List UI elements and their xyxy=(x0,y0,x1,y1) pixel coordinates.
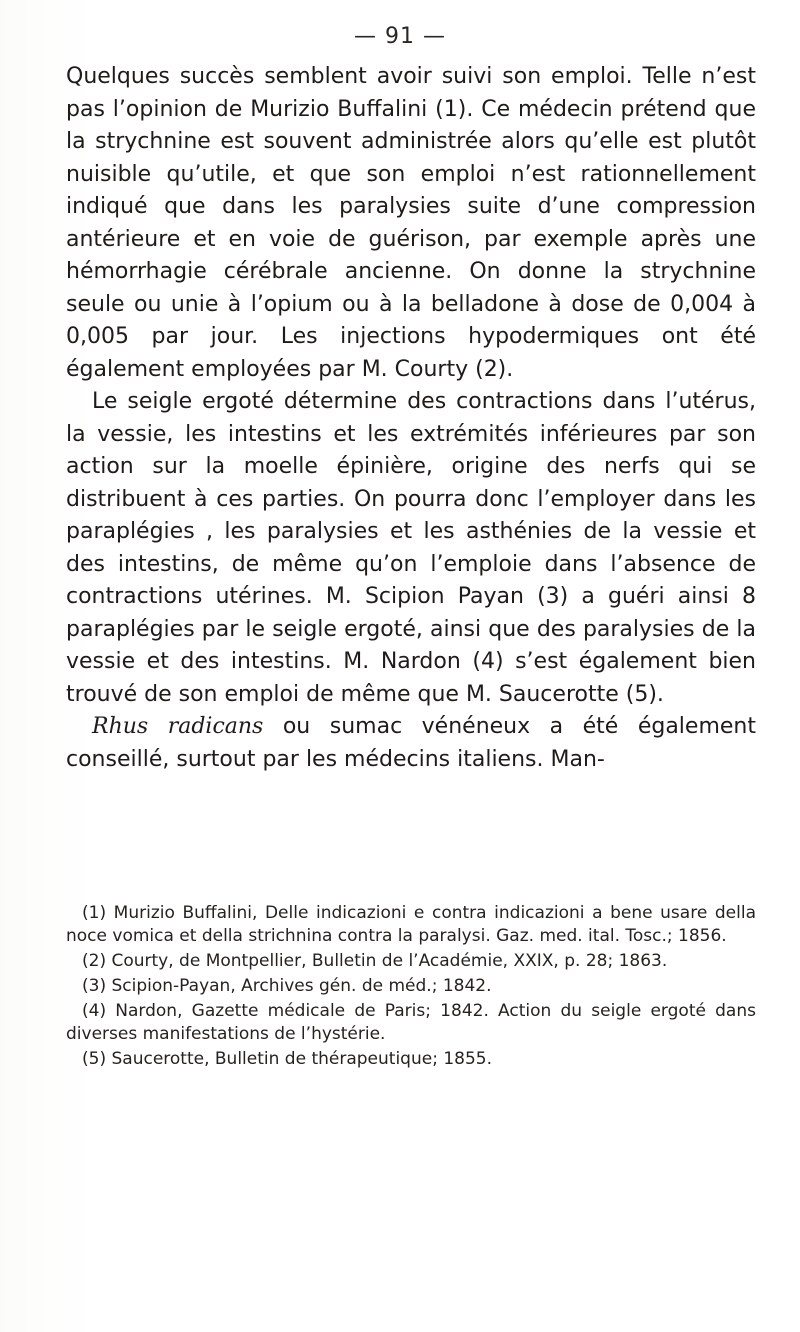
footnote-4: (4) Nardon, Gazette médicale de Paris; 1842. Action du seigle ergoté dans diverses manifestations de l’hystérie. xyxy=(66,1001,756,1044)
footnote-1: (1) Murizio Buffalini, Delle indicazioni e contra indicazioni a bene usare della noce vomica et della strichnina contra la paralysi. Gaz. med. ital. Tosc.; 1856. xyxy=(66,903,756,946)
paragraph-strychnine: Quelques succès semblent avoir suivi son emploi. Telle n’est pas l’opinion de Murizio Buffalini (1). Ce médecin prétend que la strychnine est souvent administrée alors qu’elle est plutôt nuisible qu’utile, et que son emploi n’est rationnellement indiqué que dans les paralysies suite d’une compression antérieure et en voie de guérison, par exemple après une hémorrhagie cérébrale ancienne. On donne la strychnine seule ou unie à l’opium ou à la belladone à dose de 0,004 à 0,005 par jour. Les injections hypodermiques ont été également employées par M. Courty (2). xyxy=(66,64,756,382)
body-text xyxy=(66,61,756,776)
paragraph-rhus-radicans xyxy=(66,711,756,776)
footnote-2: (2) Courty, de Montpellier, Bulletin de l’Académie, XXIX, p. 28; 1863. xyxy=(82,951,668,971)
footnote-5: (5) Saucerotte, Bulletin de thérapeutique; 1855. xyxy=(82,1049,492,1069)
rhus-radicans-text: ou sumac vénéneux a été également conseillé, surtout par les médecins italiens. Man- xyxy=(66,714,756,772)
footnotes xyxy=(66,902,756,1073)
paragraph-seigle-ergote: Le seigle ergoté détermine des contractions dans l’utérus, la vessie, les intestins et les extrémités inférieures par son action sur la moelle épinière, origine des nerfs qui se distribuent à ces parties. On pourra donc l’employer dans les paraplégies , les paralysies et les asthénies de la vessie et des intestins, de même qu’on l’emploie dans l’absence de contractions utérines. M. Scipion Payan (3) a guéri ainsi 8 paraplégies par le seigle ergoté, ainsi que des paralysies de la vessie et des intestins. M. Nardon (4) s’est également bien trouvé de son emploi de même que M. Saucerotte (5). xyxy=(66,389,756,707)
rhus-radicans-italic: Rhus radicans xyxy=(92,714,264,739)
footnote-3: (3) Scipion-Payan, Archives gén. de méd.; 1842. xyxy=(82,976,492,996)
page-number: — 91 — xyxy=(354,24,446,49)
